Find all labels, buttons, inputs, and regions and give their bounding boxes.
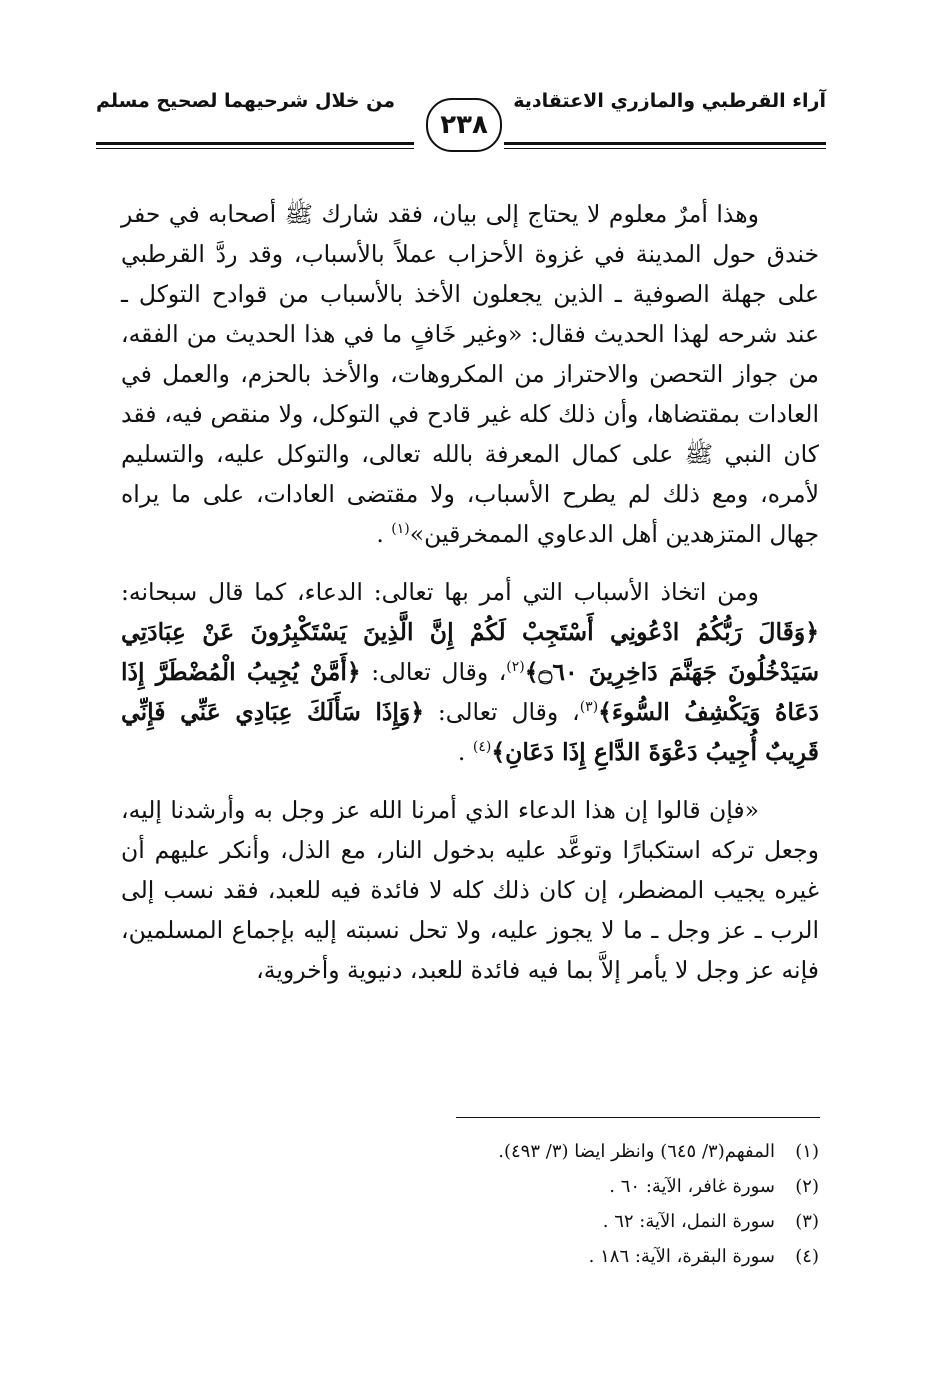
connector-1: ، وقال تعالى:: [360, 658, 507, 686]
page-header: [96, 78, 826, 168]
page-number: ٢٣٨: [426, 98, 502, 152]
footnote-ref-1: (١): [391, 521, 410, 538]
footnote-4: [121, 1239, 819, 1274]
paragraph-1: [121, 194, 819, 554]
header-rule-right: [504, 142, 826, 145]
paragraph-spacer: [121, 554, 819, 572]
footnote-1: [121, 1134, 819, 1169]
paragraph-1-text: وهذا أمرٌ معلوم لا يحتاج إلى بيان، فقد شارك ﷺ أصحابه في حفر خندق حول المدينة في غزوة الأحزاب عملاً بالأسباب، وقد ردَّ القرطبي على جهلة الصوفية ـ الذين يجعلون الأخذ بالأسباب من قوادح التوكل ـ عند شرحه لهذا الحديث فقال: «وغير خَافٍ ما في هذا الحديث من الفقه، من جواز التحصن والاحتراز من المكروهات، والأخذ بالحزم، والعمل في العادات بمقتضاها، وأن ذلك كله غير قادح في التوكل، ولا منقص فيه، فقد كان النبي ﷺ على كمال المعرفة بالله تعالى، والتوكل عليه، والتسليم لأمره، ومع ذلك لم يطرح الأسباب، ولا مقتضى العادات، على ما يراه جهال المتزهدين أهل الدعاوي الممخرقين»: [121, 200, 819, 548]
footnote-text: المفهم(٣/ ٦٤٥) وانظر ايضا (٣/ ٤٩٣).: [498, 1141, 775, 1162]
main-text: [121, 194, 819, 990]
quran-verse-1: ﴿وَقَالَ رَبُّكُمُ ادْعُونِي أَسْتَجِبْ لَكُمْ إِنَّ الَّذِينَ يَسْتَكْبِرُونَ عَنْ عِبَادَتِي سَيَدْخُلُونَ جَهَنَّمَ دَاخِرِينَ ۝٦٠﴾: [121, 618, 820, 686]
footnote-text: سورة البقرة، الآية: ١٨٦ .: [588, 1246, 775, 1267]
footnote-ref-3: (٣): [579, 699, 599, 716]
paragraph-spacer: [121, 772, 819, 790]
connector-2: ، وقال تعالى:: [424, 698, 580, 726]
footnote-number: (١): [795, 1141, 819, 1162]
paragraph-2-intro: ومن اتخاذ الأسباب التي أمر بها تعالى: الدعاء، كما قال سبحانه:: [121, 578, 759, 606]
header-subtitle: من خلال شرحيهما لصحيح مسلم: [96, 90, 396, 112]
footnote-separator: [456, 1117, 820, 1118]
header-rule-left: [96, 142, 414, 145]
paragraph-1-end: .: [376, 520, 392, 548]
footnote-ref-2: (٢): [506, 659, 525, 676]
paragraph-2: [121, 572, 819, 772]
footnote-number: (٣): [795, 1211, 819, 1232]
footnotes: [121, 1134, 819, 1274]
paragraph-2-end: .: [457, 738, 473, 766]
footnote-number: (٤): [795, 1246, 819, 1267]
quran-verse-3: ﴿وَإِذَا سَأَلَكَ عِبَادِي عَنِّي فَإِنِّي قَرِيبٌ أُجِيبُ دَعْوَةَ الدَّاعِ إِذَا دَعَانِ﴾: [121, 698, 819, 766]
header-rule-left-thin: [96, 148, 414, 149]
footnote-3: [121, 1204, 819, 1239]
quran-verse-2: ﴿أَمَّنْ يُجِيبُ الْمُضْطَرَّ إِذَا دَعَاهُ وَيَكْشِفُ السُّوءَ﴾: [121, 658, 819, 726]
footnote-number: (٢): [795, 1176, 819, 1197]
footnote-text: سورة غافر، الآية: ٦٠ .: [609, 1176, 775, 1197]
footnote-2: [121, 1169, 819, 1204]
footnote-text: سورة النمل، الآية: ٦٢ .: [602, 1211, 775, 1232]
header-rule-right-thin: [504, 148, 826, 149]
header-book-title: آراء القرطبي والمازري الاعتقادية: [513, 90, 826, 112]
paragraph-3: «فإن قالوا إن هذا الدعاء الذي أمرنا الله عز وجل به وأرشدنا إليه، وجعل تركه استكبارًا وتوعَّد عليه بدخول النار، مع الذل، وأنكر عليهم أن غيره يجيب المضطر، إن كان ذلك كله لا فائدة فيه للعبد، فقد نسب إلى الرب ـ عز وجل ـ ما لا يجوز عليه، ولا تحل نسبته إليه بإجماع المسلمين، فإنه عز وجل لا يأمر إلاَّ بما فيه فائدة للعبد، دنيوية وأخروية،: [121, 796, 819, 984]
footnote-ref-4: (٤): [472, 739, 492, 756]
